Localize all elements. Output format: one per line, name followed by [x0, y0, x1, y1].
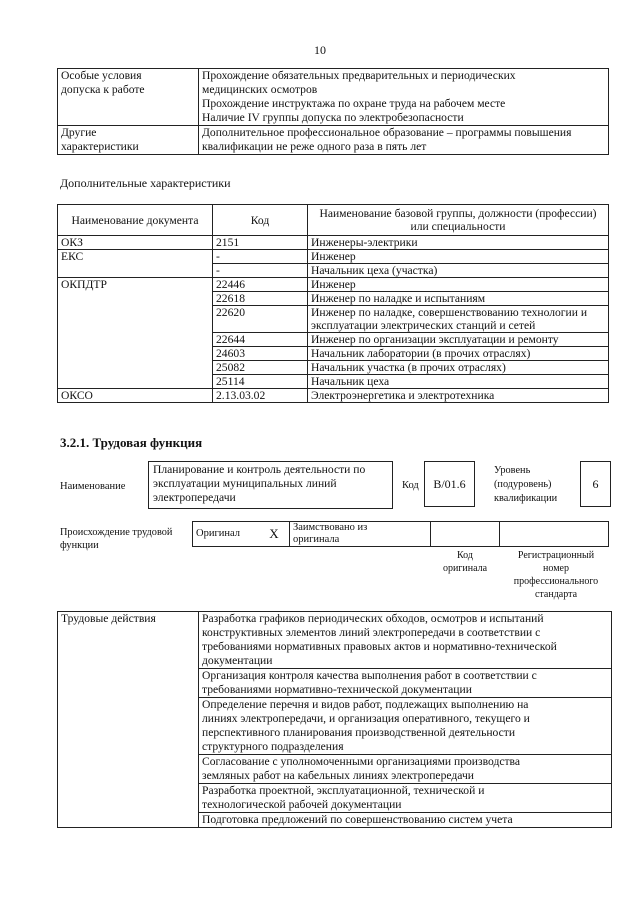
- conditions-table: [57, 68, 609, 155]
- cell-name: Инженер: [308, 250, 609, 264]
- cell-name: Инженер по организации эксплуатации и ремонту: [308, 333, 609, 347]
- caption-line: номер: [543, 563, 569, 574]
- caption-line: Код: [457, 550, 473, 561]
- label-line: квалификации: [494, 493, 558, 504]
- text-line: Подготовка предложений по совершенствованию систем учета: [202, 813, 513, 826]
- table-row: [58, 250, 609, 264]
- actions-table: [57, 611, 612, 828]
- label-line: Уровень: [494, 465, 531, 476]
- text-line: технологической рабочей документации: [202, 798, 402, 811]
- label-line: Особые условия: [61, 69, 142, 82]
- name-label: Наименование: [60, 481, 126, 492]
- additional-table: [57, 204, 609, 403]
- text-line: Разработка проектной, эксплуатационной, технической и: [202, 784, 485, 797]
- table-row: [58, 389, 609, 403]
- action-item: [199, 612, 612, 669]
- text-line: земляных работ на кабельных линиях электропередачи: [202, 769, 474, 782]
- cell-name: Инженер: [308, 278, 609, 292]
- text-line: Наличие IV группы допуска по электробезопасности: [202, 111, 464, 124]
- cell-name: Электроэнергетика и электротехника: [308, 389, 609, 403]
- cell-code: 22618: [213, 292, 308, 306]
- other-value: [199, 126, 609, 155]
- text-line: Планирование и контроль деятельности по: [153, 463, 366, 476]
- label-line: характеристики: [61, 140, 139, 153]
- cell-code: 22620: [213, 306, 308, 333]
- action-item: [199, 784, 612, 813]
- original-label: Оригинал: [193, 522, 260, 547]
- action-item: [199, 698, 612, 755]
- cell-doc: ЕКС: [58, 250, 213, 278]
- caption-line: Регистрационный: [517, 550, 595, 561]
- cell-name: Инженер по наладке и испытаниям: [308, 292, 609, 306]
- cell-name: Инженеры-электрики: [308, 236, 609, 250]
- text-line: Организация контроля качества выполнения работ в соответствии с: [202, 669, 537, 682]
- text-line: документации: [202, 654, 273, 667]
- table-row: [58, 126, 609, 155]
- label-line: (подуровень): [494, 479, 552, 490]
- cell-code: 25082: [213, 361, 308, 375]
- header-name: Наименование базовой группы, должности (профессии) или специальности: [308, 205, 609, 236]
- function-heading: 3.2.1. Трудовая функция: [60, 435, 203, 450]
- table-row: [58, 69, 609, 126]
- table-header-row: [58, 205, 609, 236]
- text-line: эксплуатации муниципальных линий: [153, 477, 337, 490]
- cell-code: -: [213, 250, 308, 264]
- reg-number-cell: [500, 522, 609, 547]
- origin-table: [192, 521, 609, 547]
- cell-doc: ОКПДТР: [58, 278, 213, 389]
- text-line: Дополнительное профессиональное образование – программы повышения: [202, 126, 572, 139]
- table-row: [193, 522, 609, 547]
- header-document: Наименование документа: [58, 205, 213, 236]
- cell-code: 25114: [213, 375, 308, 389]
- text-line: структурного подразделения: [202, 740, 344, 753]
- cell-code: -: [213, 264, 308, 278]
- label-line: Происхождение трудовой: [60, 527, 173, 538]
- text-line: линиях электропередачи, и организация оперативного, текущего и: [202, 712, 530, 725]
- label-line: Заимствовано из: [293, 522, 368, 533]
- text-line: электропередачи: [153, 491, 236, 504]
- cell-name: Начальник цеха (участка): [308, 264, 609, 278]
- function-name-box: [148, 461, 393, 509]
- text-line: Прохождение обязательных предварительных и периодических: [202, 69, 516, 82]
- level-box: 6: [580, 461, 611, 507]
- action-item: [199, 813, 612, 828]
- label-line: допуска к работе: [61, 83, 145, 96]
- cell-name: Начальник цеха: [308, 375, 609, 389]
- reg-caption: [500, 549, 612, 601]
- caption-line: профессионального: [513, 576, 599, 587]
- table-row: [58, 612, 612, 669]
- text-line: Согласование с уполномоченными организациями производства: [202, 755, 521, 768]
- borrowed-label: [290, 522, 431, 547]
- page-number: 10: [314, 43, 326, 57]
- cell-code: 22446: [213, 278, 308, 292]
- actions-label: Трудовые действия: [58, 612, 199, 828]
- action-item: [199, 755, 612, 784]
- text-line: Разработка графиков периодических обходов, осмотров и испытаний: [202, 612, 544, 625]
- text-line: медицинских осмотров: [202, 83, 318, 96]
- header-code: Код: [213, 205, 308, 236]
- table-row: [58, 236, 609, 250]
- action-item: [199, 669, 612, 698]
- cell-name: Начальник лаборатории (в прочих отраслях): [308, 347, 609, 361]
- label-line: функции: [60, 540, 99, 551]
- cell-name: Начальник участка (в прочих отраслях): [308, 361, 609, 375]
- label-line: оригинала: [293, 534, 340, 545]
- other-label: [58, 126, 199, 155]
- caption-line: оригинала: [442, 563, 488, 574]
- level-label: [494, 464, 557, 506]
- cell-doc: ОКЗ: [58, 236, 213, 250]
- conditions-label: [58, 69, 199, 126]
- text-line: Определение перечня и видов работ, подлежащих выполнению на: [202, 698, 529, 711]
- text-line: требованиями нормативно-технической документации: [202, 683, 472, 696]
- text-line: конструктивных элементов линий электропередачи в соответствии с: [202, 626, 541, 639]
- text-line: требованиями нормативных правовых актов и нормативно-технической: [202, 640, 557, 653]
- caption-line: стандарта: [534, 589, 578, 600]
- cell-code: 2151: [213, 236, 308, 250]
- cell-doc: ОКСО: [58, 389, 213, 403]
- origin-label: [60, 526, 172, 552]
- cell-code: 2.13.03.02: [213, 389, 308, 403]
- cell-name: Инженер по наладке, совершенствованию технологии и эксплуатации электрических станций и сетей: [308, 306, 609, 333]
- code-label: Код: [402, 480, 419, 491]
- original-code-cell: [431, 522, 500, 547]
- additional-title: Дополнительные характеристики: [60, 176, 231, 190]
- code-caption: [432, 549, 498, 575]
- conditions-value: [199, 69, 609, 126]
- cell-code: 22644: [213, 333, 308, 347]
- text-line: квалификации не реже одного раза в пять лет: [202, 140, 427, 153]
- label-line: Другие: [61, 126, 97, 139]
- text-line: перспективного планирования производственной деятельности: [202, 726, 516, 739]
- text-line: Прохождение инструктажа по охране труда на рабочем месте: [202, 97, 506, 110]
- cell-code: 24603: [213, 347, 308, 361]
- function-code-box: B/01.6: [424, 461, 475, 507]
- original-mark: X: [259, 522, 290, 547]
- table-row: [58, 278, 609, 292]
